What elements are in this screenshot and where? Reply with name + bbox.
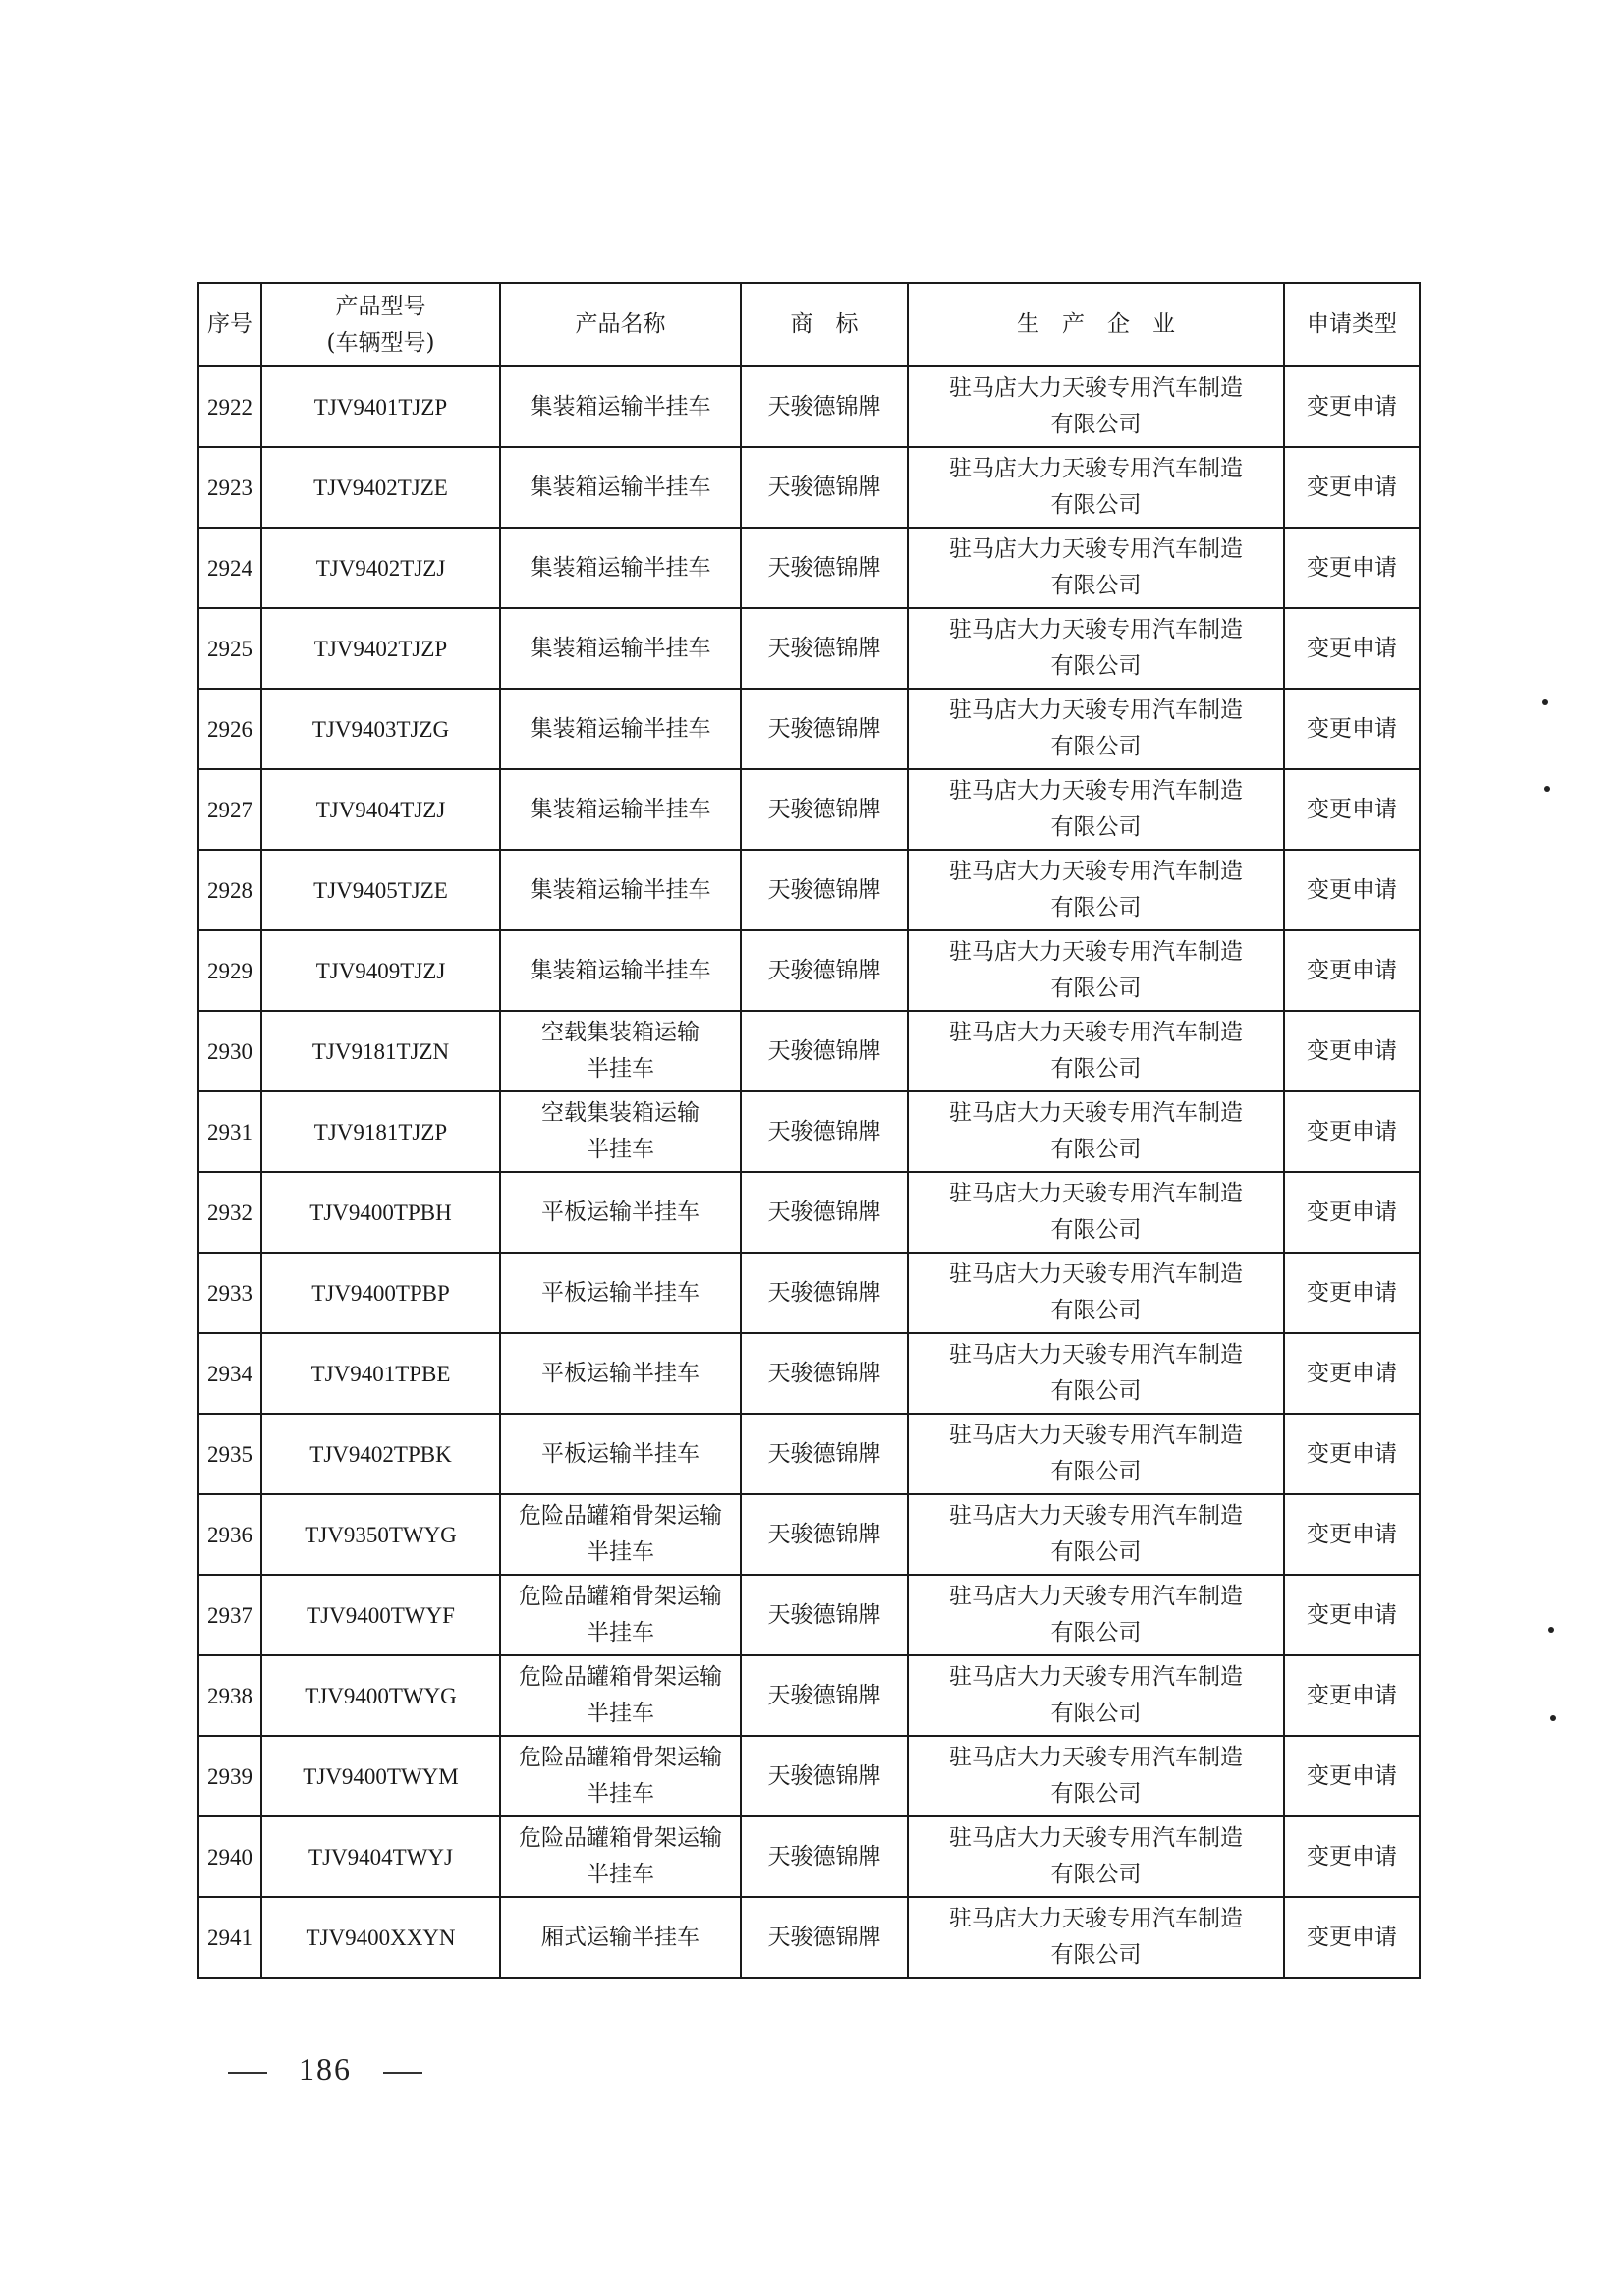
maker-line1: 驻马店大力天骏专用汽车制造 xyxy=(949,698,1243,723)
table-row xyxy=(198,1253,1420,1333)
maker-line1: 驻马店大力天骏专用汽车制造 xyxy=(949,536,1243,562)
maker-line2: 有限公司 xyxy=(1050,1701,1142,1726)
cell-model: TJV9402TJZJ xyxy=(261,528,500,608)
cell-no: 2926 xyxy=(198,689,261,769)
cell-no: 2939 xyxy=(198,1736,261,1816)
product-name-line1: 集装箱运输半挂车 xyxy=(530,554,711,581)
cell-brand: 天骏德锦牌 xyxy=(741,366,908,447)
table-row xyxy=(198,1816,1420,1897)
product-name-line2: 半挂车 xyxy=(587,1701,654,1726)
product-name-line1: 集装箱运输半挂车 xyxy=(530,474,711,500)
cell-apply-type: 变更申请 xyxy=(1284,1816,1420,1897)
cell-apply-type: 变更申请 xyxy=(1284,689,1420,769)
cell-maker xyxy=(908,447,1284,528)
cell-brand: 天骏德锦牌 xyxy=(741,930,908,1011)
cell-model: TJV9404TWYJ xyxy=(261,1816,500,1897)
product-name-line1: 平板运输半挂车 xyxy=(541,1440,700,1467)
maker-line1: 驻马店大力天骏专用汽车制造 xyxy=(949,375,1243,401)
cell-brand: 天骏德锦牌 xyxy=(741,447,908,528)
cell-no: 2929 xyxy=(198,930,261,1011)
cell-maker xyxy=(908,1816,1284,1897)
maker-line2: 有限公司 xyxy=(1050,653,1142,679)
maker-line2: 有限公司 xyxy=(1050,1056,1142,1082)
maker-line1: 驻马店大力天骏专用汽车制造 xyxy=(949,1906,1243,1931)
maker-line2: 有限公司 xyxy=(1050,1620,1142,1646)
header-brand: 商 标 xyxy=(741,283,908,366)
vehicle-product-table xyxy=(197,282,1421,1979)
table-row xyxy=(198,447,1420,528)
table-row xyxy=(198,1333,1420,1414)
product-name-line1: 危险品罐箱骨架运输 xyxy=(519,1584,722,1609)
cell-apply-type: 变更申请 xyxy=(1284,1333,1420,1414)
cell-no: 2927 xyxy=(198,769,261,850)
product-name-line1: 危险品罐箱骨架运输 xyxy=(519,1503,722,1529)
product-name-line1: 危险品罐箱骨架运输 xyxy=(519,1664,722,1690)
cell-product-name xyxy=(500,1575,741,1655)
cell-maker xyxy=(908,1011,1284,1091)
cell-maker xyxy=(908,930,1284,1011)
maker-line1: 驻马店大力天骏专用汽车制造 xyxy=(949,1100,1243,1126)
maker-line1: 驻马店大力天骏专用汽车制造 xyxy=(949,859,1243,884)
cell-brand: 天骏德锦牌 xyxy=(741,1897,908,1978)
product-name-line1: 厢式运输半挂车 xyxy=(541,1924,700,1950)
maker-line2: 有限公司 xyxy=(1050,734,1142,759)
cell-no: 2930 xyxy=(198,1011,261,1091)
cell-brand: 天骏德锦牌 xyxy=(741,1575,908,1655)
cell-apply-type: 变更申请 xyxy=(1284,608,1420,689)
footer-dash-right xyxy=(383,2072,422,2074)
cell-no: 2923 xyxy=(198,447,261,528)
page-footer xyxy=(206,2051,444,2088)
cell-maker xyxy=(908,608,1284,689)
cell-no: 2933 xyxy=(198,1253,261,1333)
table-row xyxy=(198,930,1420,1011)
header-model-line2: (车辆型号) xyxy=(326,329,435,356)
header-model xyxy=(261,283,500,366)
cell-apply-type: 变更申请 xyxy=(1284,1736,1420,1816)
cell-maker xyxy=(908,1172,1284,1253)
page-number: 186 xyxy=(299,2051,352,2087)
cell-apply-type: 变更申请 xyxy=(1284,1494,1420,1575)
cell-product-name xyxy=(500,689,741,769)
cell-model: TJV9402TJZP xyxy=(261,608,500,689)
table-body xyxy=(198,366,1420,1978)
cell-product-name xyxy=(500,930,741,1011)
product-name-line1: 集装箱运输半挂车 xyxy=(530,796,711,822)
cell-maker xyxy=(908,1575,1284,1655)
cell-apply-type: 变更申请 xyxy=(1284,850,1420,930)
cell-maker xyxy=(908,366,1284,447)
cell-product-name xyxy=(500,1897,741,1978)
table-row xyxy=(198,1172,1420,1253)
cell-brand: 天骏德锦牌 xyxy=(741,850,908,930)
cell-brand: 天骏德锦牌 xyxy=(741,1736,908,1816)
cell-model: TJV9400TWYF xyxy=(261,1575,500,1655)
cell-model: TJV9403TJZG xyxy=(261,689,500,769)
cell-product-name xyxy=(500,608,741,689)
header-model-line1: 产品型号 xyxy=(335,293,426,319)
cell-model: TJV9400TPBP xyxy=(261,1253,500,1333)
cell-no: 2937 xyxy=(198,1575,261,1655)
cell-no: 2940 xyxy=(198,1816,261,1897)
cell-brand: 天骏德锦牌 xyxy=(741,1333,908,1414)
product-name-line1: 平板运输半挂车 xyxy=(541,1360,700,1386)
cell-apply-type: 变更申请 xyxy=(1284,1414,1420,1494)
cell-product-name xyxy=(500,1816,741,1897)
cell-apply-type: 变更申请 xyxy=(1284,528,1420,608)
maker-line2: 有限公司 xyxy=(1050,1862,1142,1887)
cell-model: TJV9401TPBE xyxy=(261,1333,500,1414)
maker-line1: 驻马店大力天骏专用汽车制造 xyxy=(949,1342,1243,1368)
product-name-line2: 半挂车 xyxy=(587,1620,654,1646)
table-row xyxy=(198,1736,1420,1816)
cell-apply-type: 变更申请 xyxy=(1284,447,1420,528)
maker-line2: 有限公司 xyxy=(1050,895,1142,921)
maker-line2: 有限公司 xyxy=(1050,1942,1142,1968)
cell-model: TJV9181TJZN xyxy=(261,1011,500,1091)
table-row xyxy=(198,528,1420,608)
maker-line1: 驻马店大力天骏专用汽车制造 xyxy=(949,617,1243,642)
scan-speck xyxy=(1548,1627,1554,1633)
cell-model: TJV9400TPBH xyxy=(261,1172,500,1253)
cell-maker xyxy=(908,1494,1284,1575)
cell-model: TJV9404TJZJ xyxy=(261,769,500,850)
cell-brand: 天骏德锦牌 xyxy=(741,769,908,850)
cell-product-name xyxy=(500,1253,741,1333)
maker-line1: 驻马店大力天骏专用汽车制造 xyxy=(949,1503,1243,1529)
cell-model: TJV9401TJZP xyxy=(261,366,500,447)
maker-line1: 驻马店大力天骏专用汽车制造 xyxy=(949,1181,1243,1206)
cell-no: 2934 xyxy=(198,1333,261,1414)
table-row xyxy=(198,366,1420,447)
cell-maker xyxy=(908,1253,1284,1333)
maker-line1: 驻马店大力天骏专用汽车制造 xyxy=(949,1423,1243,1448)
table-row xyxy=(198,1494,1420,1575)
maker-line2: 有限公司 xyxy=(1050,412,1142,437)
cell-maker xyxy=(908,1414,1284,1494)
maker-line2: 有限公司 xyxy=(1050,573,1142,598)
maker-line2: 有限公司 xyxy=(1050,492,1142,518)
cell-no: 2941 xyxy=(198,1897,261,1978)
cell-brand: 天骏德锦牌 xyxy=(741,1816,908,1897)
header-maker: 生 产 企 业 xyxy=(908,283,1284,366)
cell-maker xyxy=(908,1333,1284,1414)
maker-line1: 驻马店大力天骏专用汽车制造 xyxy=(949,1745,1243,1770)
table-row xyxy=(198,689,1420,769)
product-name-line1: 平板运输半挂车 xyxy=(541,1199,700,1225)
cell-no: 2936 xyxy=(198,1494,261,1575)
cell-no: 2928 xyxy=(198,850,261,930)
cell-apply-type: 变更申请 xyxy=(1284,769,1420,850)
cell-brand: 天骏德锦牌 xyxy=(741,1011,908,1091)
cell-brand: 天骏德锦牌 xyxy=(741,1655,908,1736)
product-name-line2: 半挂车 xyxy=(587,1137,654,1162)
cell-no: 2938 xyxy=(198,1655,261,1736)
cell-model: TJV9409TJZJ xyxy=(261,930,500,1011)
cell-no: 2922 xyxy=(198,366,261,447)
table-row xyxy=(198,850,1420,930)
cell-maker xyxy=(908,528,1284,608)
cell-model: TJV9402TJZE xyxy=(261,447,500,528)
cell-product-name xyxy=(500,528,741,608)
cell-apply-type: 变更申请 xyxy=(1284,1897,1420,1978)
product-name-line2: 半挂车 xyxy=(587,1056,654,1082)
table-row xyxy=(198,1575,1420,1655)
cell-no: 2931 xyxy=(198,1091,261,1172)
product-name-line1: 危险品罐箱骨架运输 xyxy=(519,1825,722,1851)
cell-maker xyxy=(908,1897,1284,1978)
cell-product-name xyxy=(500,1091,741,1172)
maker-line2: 有限公司 xyxy=(1050,1378,1142,1404)
cell-apply-type: 变更申请 xyxy=(1284,1091,1420,1172)
table-row xyxy=(198,1091,1420,1172)
cell-product-name xyxy=(500,366,741,447)
cell-maker xyxy=(908,769,1284,850)
cell-maker xyxy=(908,1655,1284,1736)
scan-speck xyxy=(1544,786,1550,792)
cell-product-name xyxy=(500,1655,741,1736)
cell-maker xyxy=(908,1736,1284,1816)
table-row xyxy=(198,1011,1420,1091)
table-row xyxy=(198,1897,1420,1978)
maker-line1: 驻马店大力天骏专用汽车制造 xyxy=(949,1261,1243,1287)
header-name: 产品名称 xyxy=(500,283,741,366)
cell-model: TJV9400TWYM xyxy=(261,1736,500,1816)
cell-product-name xyxy=(500,1414,741,1494)
header-no: 序号 xyxy=(198,283,261,366)
cell-brand: 天骏德锦牌 xyxy=(741,1253,908,1333)
cell-maker xyxy=(908,1091,1284,1172)
cell-no: 2924 xyxy=(198,528,261,608)
cell-apply-type: 变更申请 xyxy=(1284,930,1420,1011)
product-name-line1: 危险品罐箱骨架运输 xyxy=(519,1745,722,1770)
maker-line2: 有限公司 xyxy=(1050,1298,1142,1323)
cell-apply-type: 变更申请 xyxy=(1284,1172,1420,1253)
maker-line2: 有限公司 xyxy=(1050,1459,1142,1484)
cell-no: 2925 xyxy=(198,608,261,689)
cell-product-name xyxy=(500,447,741,528)
cell-no: 2932 xyxy=(198,1172,261,1253)
scan-speck xyxy=(1550,1715,1556,1721)
cell-product-name xyxy=(500,1736,741,1816)
cell-model: TJV9350TWYG xyxy=(261,1494,500,1575)
maker-line1: 驻马店大力天骏专用汽车制造 xyxy=(949,456,1243,481)
cell-model: TJV9400XXYN xyxy=(261,1897,500,1978)
maker-line1: 驻马店大力天骏专用汽车制造 xyxy=(949,778,1243,804)
table-row xyxy=(198,1414,1420,1494)
table-row xyxy=(198,1655,1420,1736)
cell-brand: 天骏德锦牌 xyxy=(741,1414,908,1494)
maker-line1: 驻马店大力天骏专用汽车制造 xyxy=(949,1664,1243,1690)
cell-apply-type: 变更申请 xyxy=(1284,366,1420,447)
cell-brand: 天骏德锦牌 xyxy=(741,1172,908,1253)
cell-product-name xyxy=(500,1333,741,1414)
cell-brand: 天骏德锦牌 xyxy=(741,528,908,608)
scan-speck xyxy=(1542,699,1548,705)
cell-product-name xyxy=(500,850,741,930)
product-name-line1: 空载集装箱运输 xyxy=(541,1100,700,1126)
cell-model: TJV9402TPBK xyxy=(261,1414,500,1494)
cell-model: TJV9400TWYG xyxy=(261,1655,500,1736)
cell-model: TJV9181TJZP xyxy=(261,1091,500,1172)
maker-line2: 有限公司 xyxy=(1050,1781,1142,1807)
cell-apply-type: 变更申请 xyxy=(1284,1253,1420,1333)
cell-product-name xyxy=(500,769,741,850)
cell-no: 2935 xyxy=(198,1414,261,1494)
product-name-line1: 平板运输半挂车 xyxy=(541,1279,700,1306)
cell-model: TJV9405TJZE xyxy=(261,850,500,930)
header-type: 申请类型 xyxy=(1284,283,1420,366)
table-header-row xyxy=(198,283,1420,366)
cell-maker xyxy=(908,850,1284,930)
footer-dash-left xyxy=(228,2072,267,2074)
maker-line1: 驻马店大力天骏专用汽车制造 xyxy=(949,1584,1243,1609)
maker-line2: 有限公司 xyxy=(1050,814,1142,840)
product-name-line1: 集装箱运输半挂车 xyxy=(530,876,711,903)
maker-line1: 驻马店大力天骏专用汽车制造 xyxy=(949,939,1243,965)
cell-maker xyxy=(908,689,1284,769)
cell-brand: 天骏德锦牌 xyxy=(741,608,908,689)
product-name-line1: 集装箱运输半挂车 xyxy=(530,715,711,742)
product-name-line1: 集装箱运输半挂车 xyxy=(530,957,711,983)
product-name-line2: 半挂车 xyxy=(587,1539,654,1565)
product-name-line2: 半挂车 xyxy=(587,1862,654,1887)
cell-apply-type: 变更申请 xyxy=(1284,1011,1420,1091)
maker-line1: 驻马店大力天骏专用汽车制造 xyxy=(949,1020,1243,1045)
maker-line2: 有限公司 xyxy=(1050,976,1142,1001)
product-name-line1: 集装箱运输半挂车 xyxy=(530,635,711,661)
table-row xyxy=(198,608,1420,689)
cell-product-name xyxy=(500,1011,741,1091)
product-name-line1: 集装箱运输半挂车 xyxy=(530,393,711,419)
table-row xyxy=(198,769,1420,850)
product-name-line2: 半挂车 xyxy=(587,1781,654,1807)
cell-brand: 天骏德锦牌 xyxy=(741,689,908,769)
cell-apply-type: 变更申请 xyxy=(1284,1655,1420,1736)
cell-brand: 天骏德锦牌 xyxy=(741,1091,908,1172)
maker-line2: 有限公司 xyxy=(1050,1539,1142,1565)
cell-product-name xyxy=(500,1494,741,1575)
cell-product-name xyxy=(500,1172,741,1253)
product-name-line1: 空载集装箱运输 xyxy=(541,1020,700,1045)
maker-line2: 有限公司 xyxy=(1050,1217,1142,1243)
maker-line2: 有限公司 xyxy=(1050,1137,1142,1162)
cell-apply-type: 变更申请 xyxy=(1284,1575,1420,1655)
cell-brand: 天骏德锦牌 xyxy=(741,1494,908,1575)
maker-line1: 驻马店大力天骏专用汽车制造 xyxy=(949,1825,1243,1851)
